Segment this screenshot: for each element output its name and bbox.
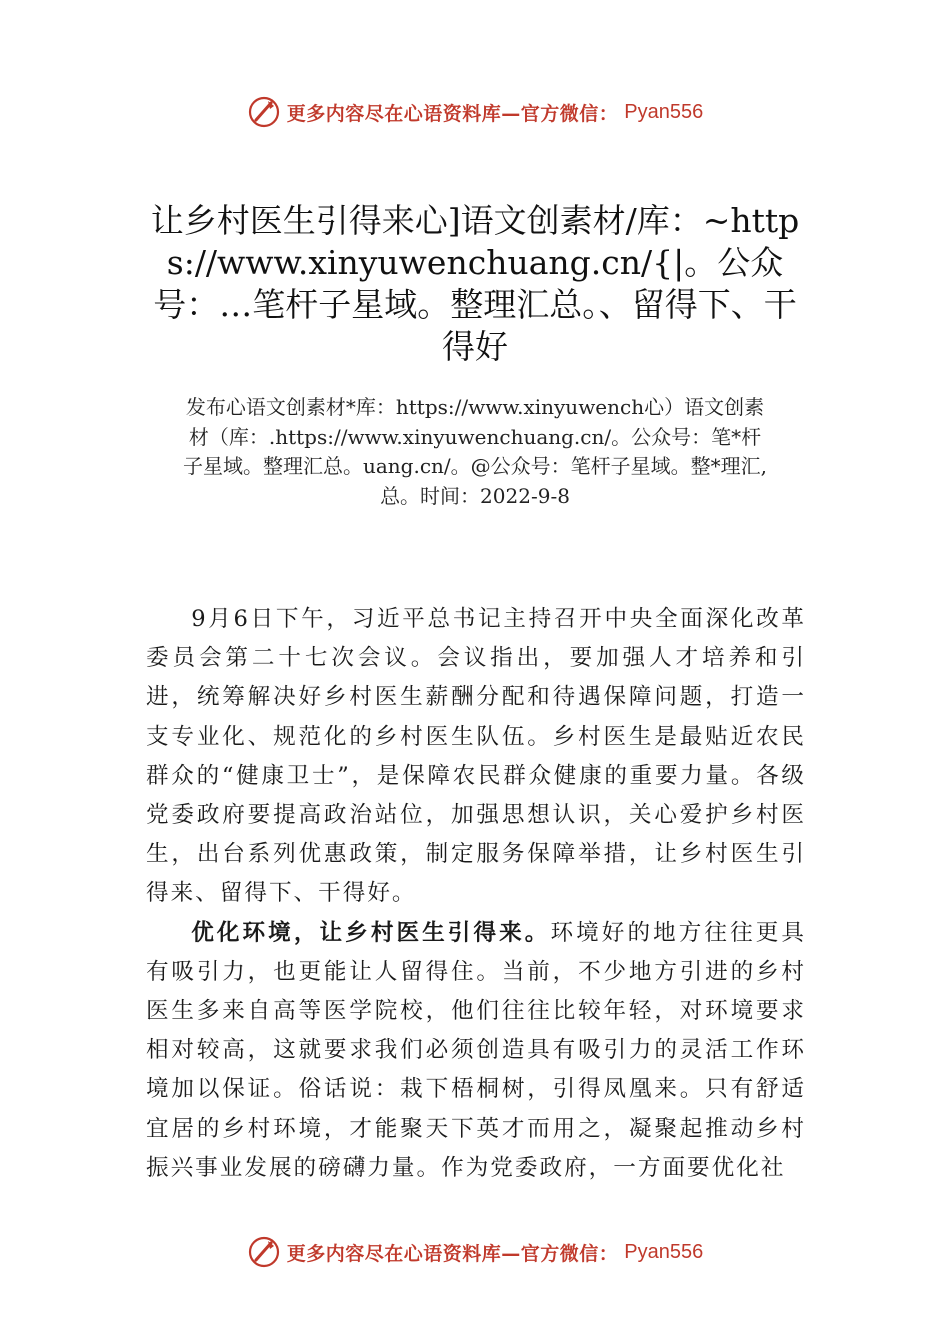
paragraph-text: 环境好的地方往往更具有吸引力，也更能让人留得住。当前，不少地方引进的乡村医生多来自高等医学院校，他们往往比较年轻，对环境要求相对较高，这就要求我们必须创造具有吸引力的灵活工作环境加以保证。俗话说：栽下梧桐树，引得凤凰来。只有舒适宜居的乡村环境，才能聚天下英才而用之，凝聚起推动乡村振兴事业发展的磅礴力量。作为党委政府，一方面要优化社 [146, 919, 807, 1181]
banner-wechat-handle: Pyan556 [624, 1240, 704, 1263]
banner-text: 更多内容尽在心语资料库—官方微信： [286, 102, 619, 125]
paragraph-lead: 优化环境，让乡村医生引得来。 [191, 919, 551, 946]
article-title: 让乡村医生引得来心]语文创素材/库：~https://www.xinyuwenchuang.cn/{|。公众号：…笔杆子星域。整理汇总。、留得下、干得好 [150, 201, 800, 366]
brush-logo-icon [247, 95, 281, 129]
paragraph: 9月6日下午，习近平总书记主持召开中央全面深化改革委员会第二十七次会议。会议指出，要加强人才培养和引进，统筹解决好乡村医生薪酬分配和待遇保障问题，打造一支专业化、规范化的乡村医生队伍。乡村医生是最贴近农民群众的“健康卫士”，是保障农民群众健康的重要力量。各级党委政府要提高政治站位，加强思想认识，关心爱护乡村医生，出台系列优惠政策，制定服务保障举措，让乡村医生引得来、留得下、干得好。 [146, 606, 806, 907]
paragraph [146, 914, 806, 1188]
banner-text: 更多内容尽在心语资料库—官方微信： [286, 1242, 619, 1265]
footer-banner [0, 1232, 950, 1272]
header-banner [0, 92, 950, 132]
banner-wechat-handle: Pyan556 [624, 100, 704, 123]
brush-logo-icon [247, 1235, 281, 1269]
article-meta: 发布心语文创素材*库：https://www.xinyuwench心）语文创素材（库：.https://www.xinyuwenchuang.cn/。公众号：笔*杆子星域。整理汇总。uang.cn/。@公众号：笔杆子星域。整*理汇,总。时间：2022-9-8 [182, 395, 768, 508]
article-body [146, 600, 806, 1188]
